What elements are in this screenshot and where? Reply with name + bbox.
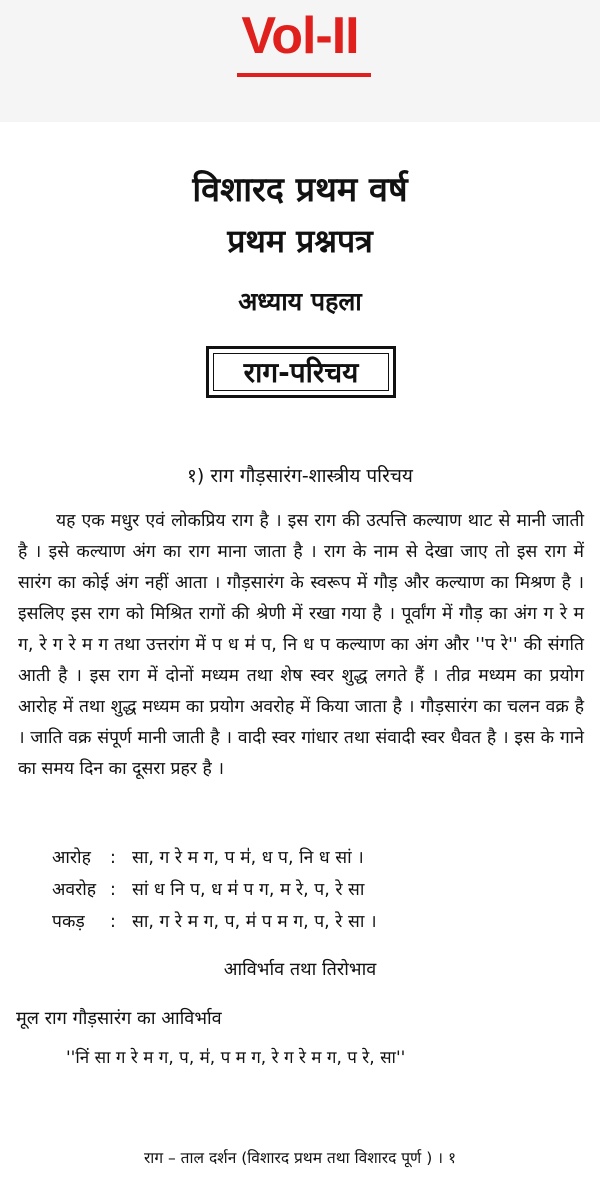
colon: : <box>110 912 116 932</box>
volume-label: Vol-II <box>241 7 359 65</box>
aaroh-row <box>52 844 364 872</box>
chapter-title: अध्याय पहला <box>238 287 362 316</box>
chapter-topic: राग-परिचय <box>213 353 389 391</box>
pakad-row <box>52 908 377 936</box>
mool-raag-title: मूल राग गौड़सारंग का आविर्भाव <box>16 1008 222 1029</box>
colon: : <box>110 848 116 868</box>
book-title: विशारद प्रथम वर्ष <box>192 170 408 210</box>
intro-paragraph: यह एक मधुर एवं लोकप्रिय राग है । इस राग की उत्पत्ति कल्याण थाट से मानी जाती है । इसे कल्याण अंग का राग माना जाता है । राग के नाम से देखा जाए तो इस राग में सारंग का कोई अंग नहीं आता । गौड़सारंग के स्वरूप में गौड़ और कल्याण का मिश्रण है । इसलिए इस राग को मिश्रित रागों की श्रेणी में रखा गया है । पूर्वांग में गौड़ का अंग ग रे म ग, रे ग रे म ग तथा उत्तरांग में प ध म॑ प, नि ध प कल्याण का अंग और ''प रे'' की संगति आती है । इस राग में दोनों मध्यम तथा शेष स्वर शुद्ध लगते हैं । तीव्र मध्यम का प्रयोग आरोह में तथा शुद्ध मध्यम का प्रयोग अवरोह में किया जाता है । गौड़सारंग का चलन वक्र है । जाति वक्र संपूर्ण मानी जाती है । वादी स्वर गांधार तथा संवादी स्वर धैवत है । इस के गाने का समय दिन का दूसरा प्रहर है । <box>18 511 584 779</box>
aaroh-notes: सा, ग रे म ग, प म॑, ध प, नि ध सां । <box>132 848 364 868</box>
chapter-topic-box <box>206 346 396 398</box>
section-title: १) राग गौड़सारंग-शास्त्रीय परिचय <box>187 465 413 487</box>
paper-title: प्रथम प्रश्नपत्र <box>227 222 373 260</box>
pakad-notes: सा, ग रे म ग, प, म॑ प म ग, प, रे सा । <box>132 912 377 932</box>
pakad-label: पकड़ <box>52 912 85 932</box>
subheading: आविर्भाव तथा तिरोभाव <box>223 959 377 980</box>
avroh-notes: सां ध नि प, ध म॑ प ग, म रे, प, रे सा <box>132 880 365 900</box>
avroh-label: अवरोह <box>52 880 97 900</box>
avroh-row <box>52 876 364 904</box>
volume-banner <box>0 0 600 122</box>
mool-raag-notes: ''निं सा ग रे म ग, प, म॑, प म ग, रे ग रे म ग, प रे, सा'' <box>66 1048 406 1068</box>
aaroh-label: आरोह <box>52 848 91 868</box>
page-footer: राग – ताल दर्शन (विशारद प्रथम तथा विशारद पूर्ण ) । १ <box>143 1149 457 1167</box>
colon: : <box>110 880 116 900</box>
volume-underline <box>237 73 371 77</box>
intro-paragraph-block <box>18 506 584 785</box>
